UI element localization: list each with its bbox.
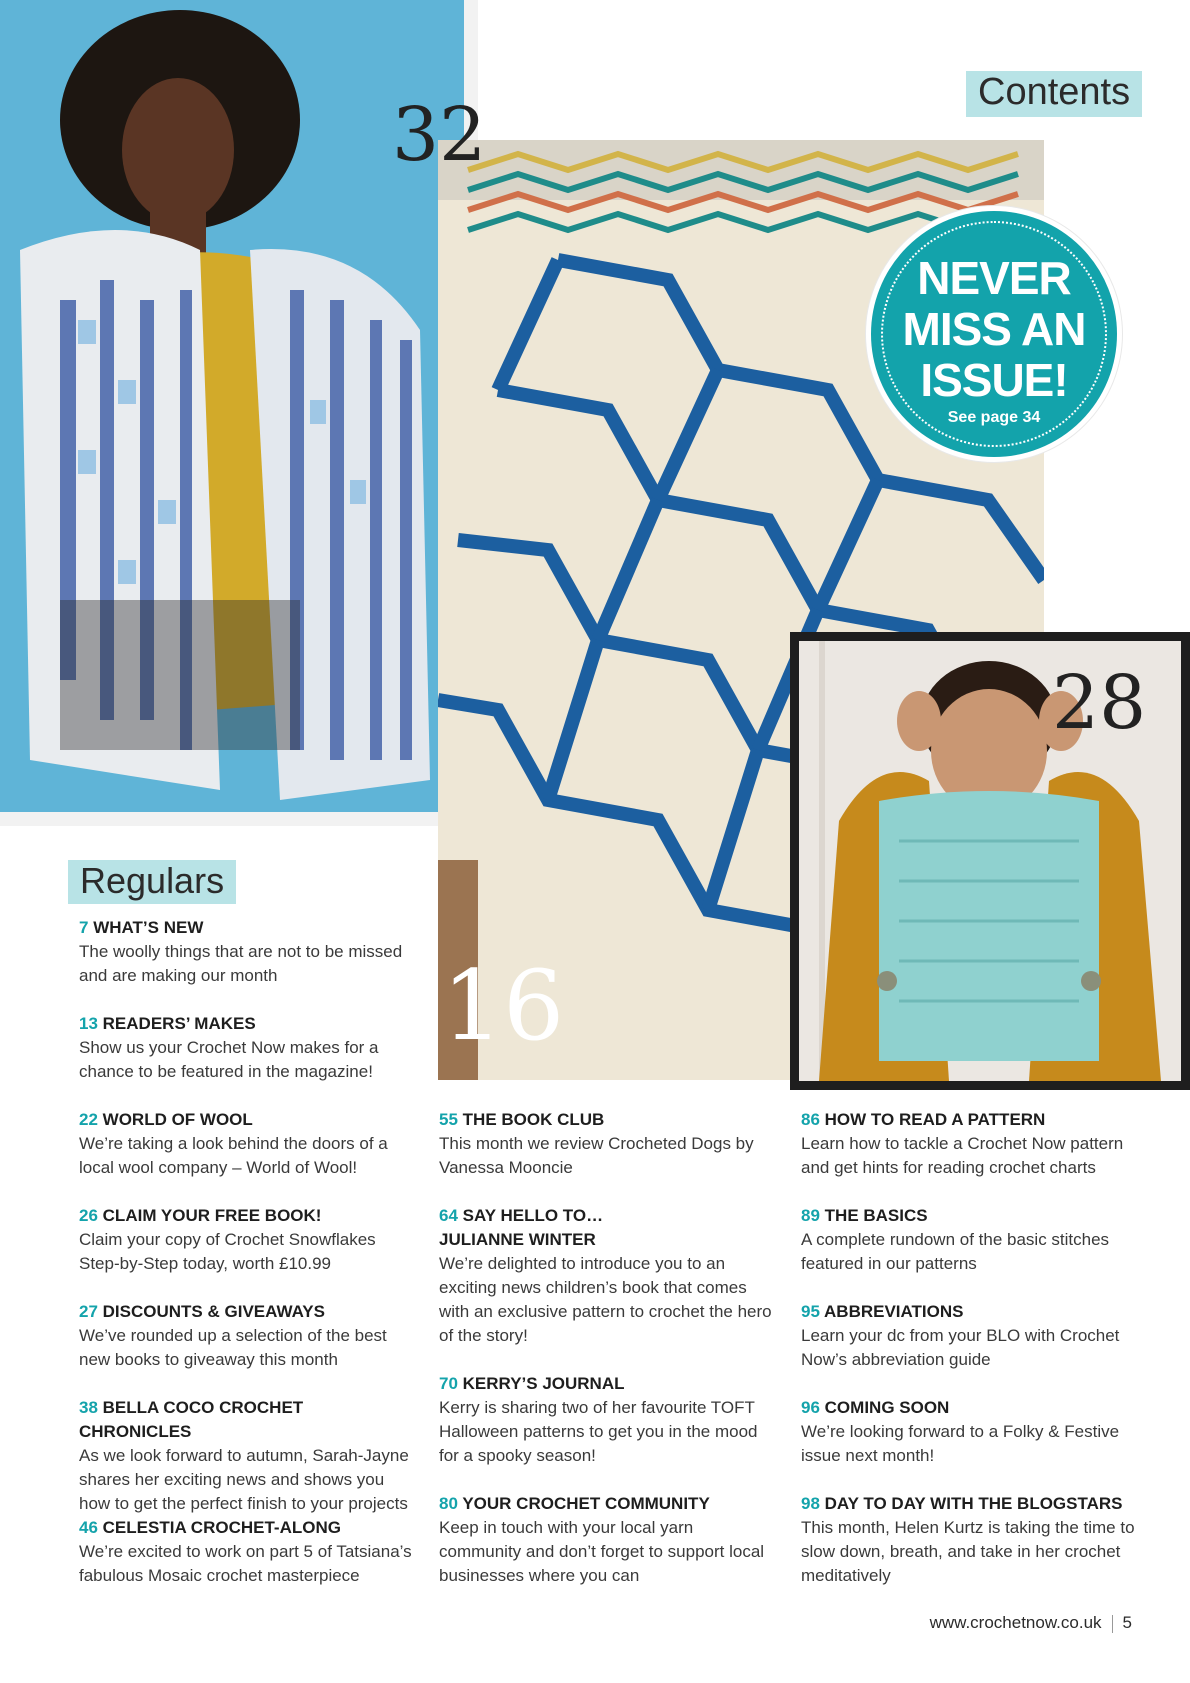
entry-heading — [79, 916, 419, 940]
entry-heading — [801, 1396, 1141, 1420]
footer-url[interactable]: www.crochetnow.co.uk — [929, 1613, 1102, 1632]
entry-page: 64 — [439, 1206, 458, 1225]
entry-title: ABBREVIATIONS — [824, 1302, 964, 1321]
footer-divider — [1112, 1615, 1113, 1633]
contents-entry[interactable] — [79, 1108, 419, 1180]
entry-title: READERS’ MAKES — [102, 1014, 256, 1033]
contents-entry[interactable] — [79, 1204, 419, 1276]
entry-title: WORLD OF WOOL — [102, 1110, 253, 1129]
contents-entry[interactable] — [801, 1396, 1141, 1468]
entry-heading — [801, 1492, 1141, 1516]
contents-entry[interactable] — [439, 1108, 779, 1180]
entry-page: 55 — [439, 1110, 458, 1129]
entry-title: THE BASICS — [824, 1206, 928, 1225]
entry-title: HOW TO READ A PATTERN — [824, 1110, 1046, 1129]
entry-page: 70 — [439, 1374, 458, 1393]
entry-page: 95 — [801, 1302, 820, 1321]
contents-entry[interactable] — [439, 1372, 779, 1468]
entry-description: Kerry is sharing two of her favourite TOFT Halloween patterns to get you in the mood for a spooky season! — [439, 1398, 758, 1465]
entry-description: We’re excited to work on part 5 of Tatsiana’s fabulous Mosaic crochet masterpiece — [79, 1542, 412, 1585]
entry-description: This month we review Crocheted Dogs by Vanessa Mooncie — [439, 1134, 754, 1177]
entry-description: This month, Helen Kurtz is taking the time to slow down, breath, and take in her crochet meditatively — [801, 1518, 1135, 1585]
entry-heading — [79, 1300, 419, 1324]
entry-heading — [801, 1108, 1141, 1132]
entry-description: As we look forward to autumn, Sarah-Jayne shares her exciting news and shows you how to get the perfect finish to your projects — [79, 1446, 409, 1513]
entry-description: Keep in touch with your local yarn community and don’t forget to support local businesses where you can — [439, 1518, 765, 1585]
page-number-boy: 28 — [1052, 660, 1147, 746]
entry-page: 7 — [79, 918, 89, 937]
contents-entry[interactable] — [439, 1204, 639, 1252]
entry-heading — [79, 1516, 419, 1540]
contents-entry[interactable] — [79, 916, 419, 988]
entry-description: Claim your copy of Crochet Snowflakes Step-by-Step today, worth £10.99 — [79, 1230, 376, 1273]
contents-entry[interactable] — [801, 1204, 1141, 1276]
entry-title: KERRY’S JOURNAL — [462, 1374, 625, 1393]
badge-line-1: NEVER — [917, 252, 1071, 304]
contents-entry[interactable] — [79, 1300, 419, 1372]
entry-description: We’re looking forward to a Folky & Festive issue next month! — [801, 1422, 1120, 1465]
entry-page: 27 — [79, 1302, 98, 1321]
entry-title: YOUR CROCHET COMMUNITY — [462, 1494, 710, 1513]
entry-description: We’re taking a look behind the doors of a local wool company – World of Wool! — [79, 1134, 388, 1177]
entry-page: 96 — [801, 1398, 820, 1417]
contents-entry[interactable] — [801, 1492, 1141, 1588]
entry-description: Show us your Crochet Now makes for a chance to be featured in the magazine! — [79, 1038, 379, 1081]
contents-entry-desc — [439, 1252, 779, 1348]
page-number-blanket: 16 — [442, 950, 565, 1062]
entry-description: The woolly things that are not to be missed and are making our month — [79, 942, 403, 985]
contents-entry[interactable] — [801, 1300, 1141, 1372]
entry-page: 98 — [801, 1494, 820, 1513]
entry-heading — [439, 1108, 779, 1132]
entry-title: DISCOUNTS & GIVEAWAYS — [102, 1302, 325, 1321]
entry-heading — [79, 1396, 419, 1444]
entry-description: Learn your dc from your BLO with Crochet Now’s abbreviation guide — [801, 1326, 1120, 1369]
badge-subtext: See page 34 — [947, 409, 1041, 426]
entry-description: Learn how to tackle a Crochet Now pattern and get hints for reading crochet charts — [801, 1134, 1124, 1177]
entry-page: 80 — [439, 1494, 458, 1513]
page-footer — [930, 1613, 1132, 1633]
entry-page: 89 — [801, 1206, 820, 1225]
entry-page: 13 — [79, 1014, 98, 1033]
entry-title: COMING SOON — [824, 1398, 950, 1417]
entry-page: 46 — [79, 1518, 98, 1537]
page-number-woman: 32 — [392, 92, 487, 178]
entry-title: WHAT’S NEW — [93, 918, 204, 937]
contents-entry[interactable] — [439, 1492, 779, 1588]
entry-title: BELLA COCO CROCHET CHRONICLES — [79, 1398, 304, 1441]
entry-heading — [439, 1492, 779, 1516]
entry-description: We’ve rounded up a selection of the best new books to giveaway this month — [79, 1326, 387, 1369]
badge-headline — [871, 253, 1117, 406]
entry-page: 22 — [79, 1110, 98, 1129]
entry-heading — [439, 1372, 779, 1396]
entry-description: We’re delighted to introduce you to an exciting news children’s book that comes with an exclusive pattern to crochet the hero of the story! — [439, 1254, 772, 1345]
subscribe-badge[interactable] — [866, 206, 1122, 462]
contents-entry[interactable] — [79, 1516, 419, 1588]
contents-entry[interactable] — [79, 1396, 419, 1516]
entry-title: CELESTIA CROCHET-ALONG — [102, 1518, 341, 1537]
entry-heading — [801, 1300, 1141, 1324]
entry-heading — [79, 1204, 419, 1228]
entry-page: 86 — [801, 1110, 820, 1129]
badge-line-3: ISSUE! — [920, 354, 1068, 406]
entry-title: SAY HELLO TO… JULIANNE WINTER — [439, 1206, 604, 1249]
entry-heading — [801, 1204, 1141, 1228]
entry-heading — [79, 1108, 419, 1132]
entry-heading — [439, 1204, 639, 1252]
contents-entry[interactable] — [801, 1108, 1141, 1180]
entry-heading — [79, 1012, 419, 1036]
entry-description: A complete rundown of the basic stitches featured in our patterns — [801, 1230, 1110, 1273]
entry-title: CLAIM YOUR FREE BOOK! — [102, 1206, 322, 1225]
contents-entry[interactable] — [79, 1012, 419, 1084]
entry-page: 38 — [79, 1398, 98, 1417]
page-title: Contents — [966, 71, 1142, 117]
entry-page: 26 — [79, 1206, 98, 1225]
badge-line-2: MISS AN — [902, 303, 1086, 355]
footer-page-number: 5 — [1122, 1613, 1132, 1632]
entry-title: THE BOOK CLUB — [462, 1110, 605, 1129]
section-title-regulars: Regulars — [68, 860, 236, 904]
entry-title: DAY TO DAY WITH THE BLOGSTARS — [824, 1494, 1123, 1513]
